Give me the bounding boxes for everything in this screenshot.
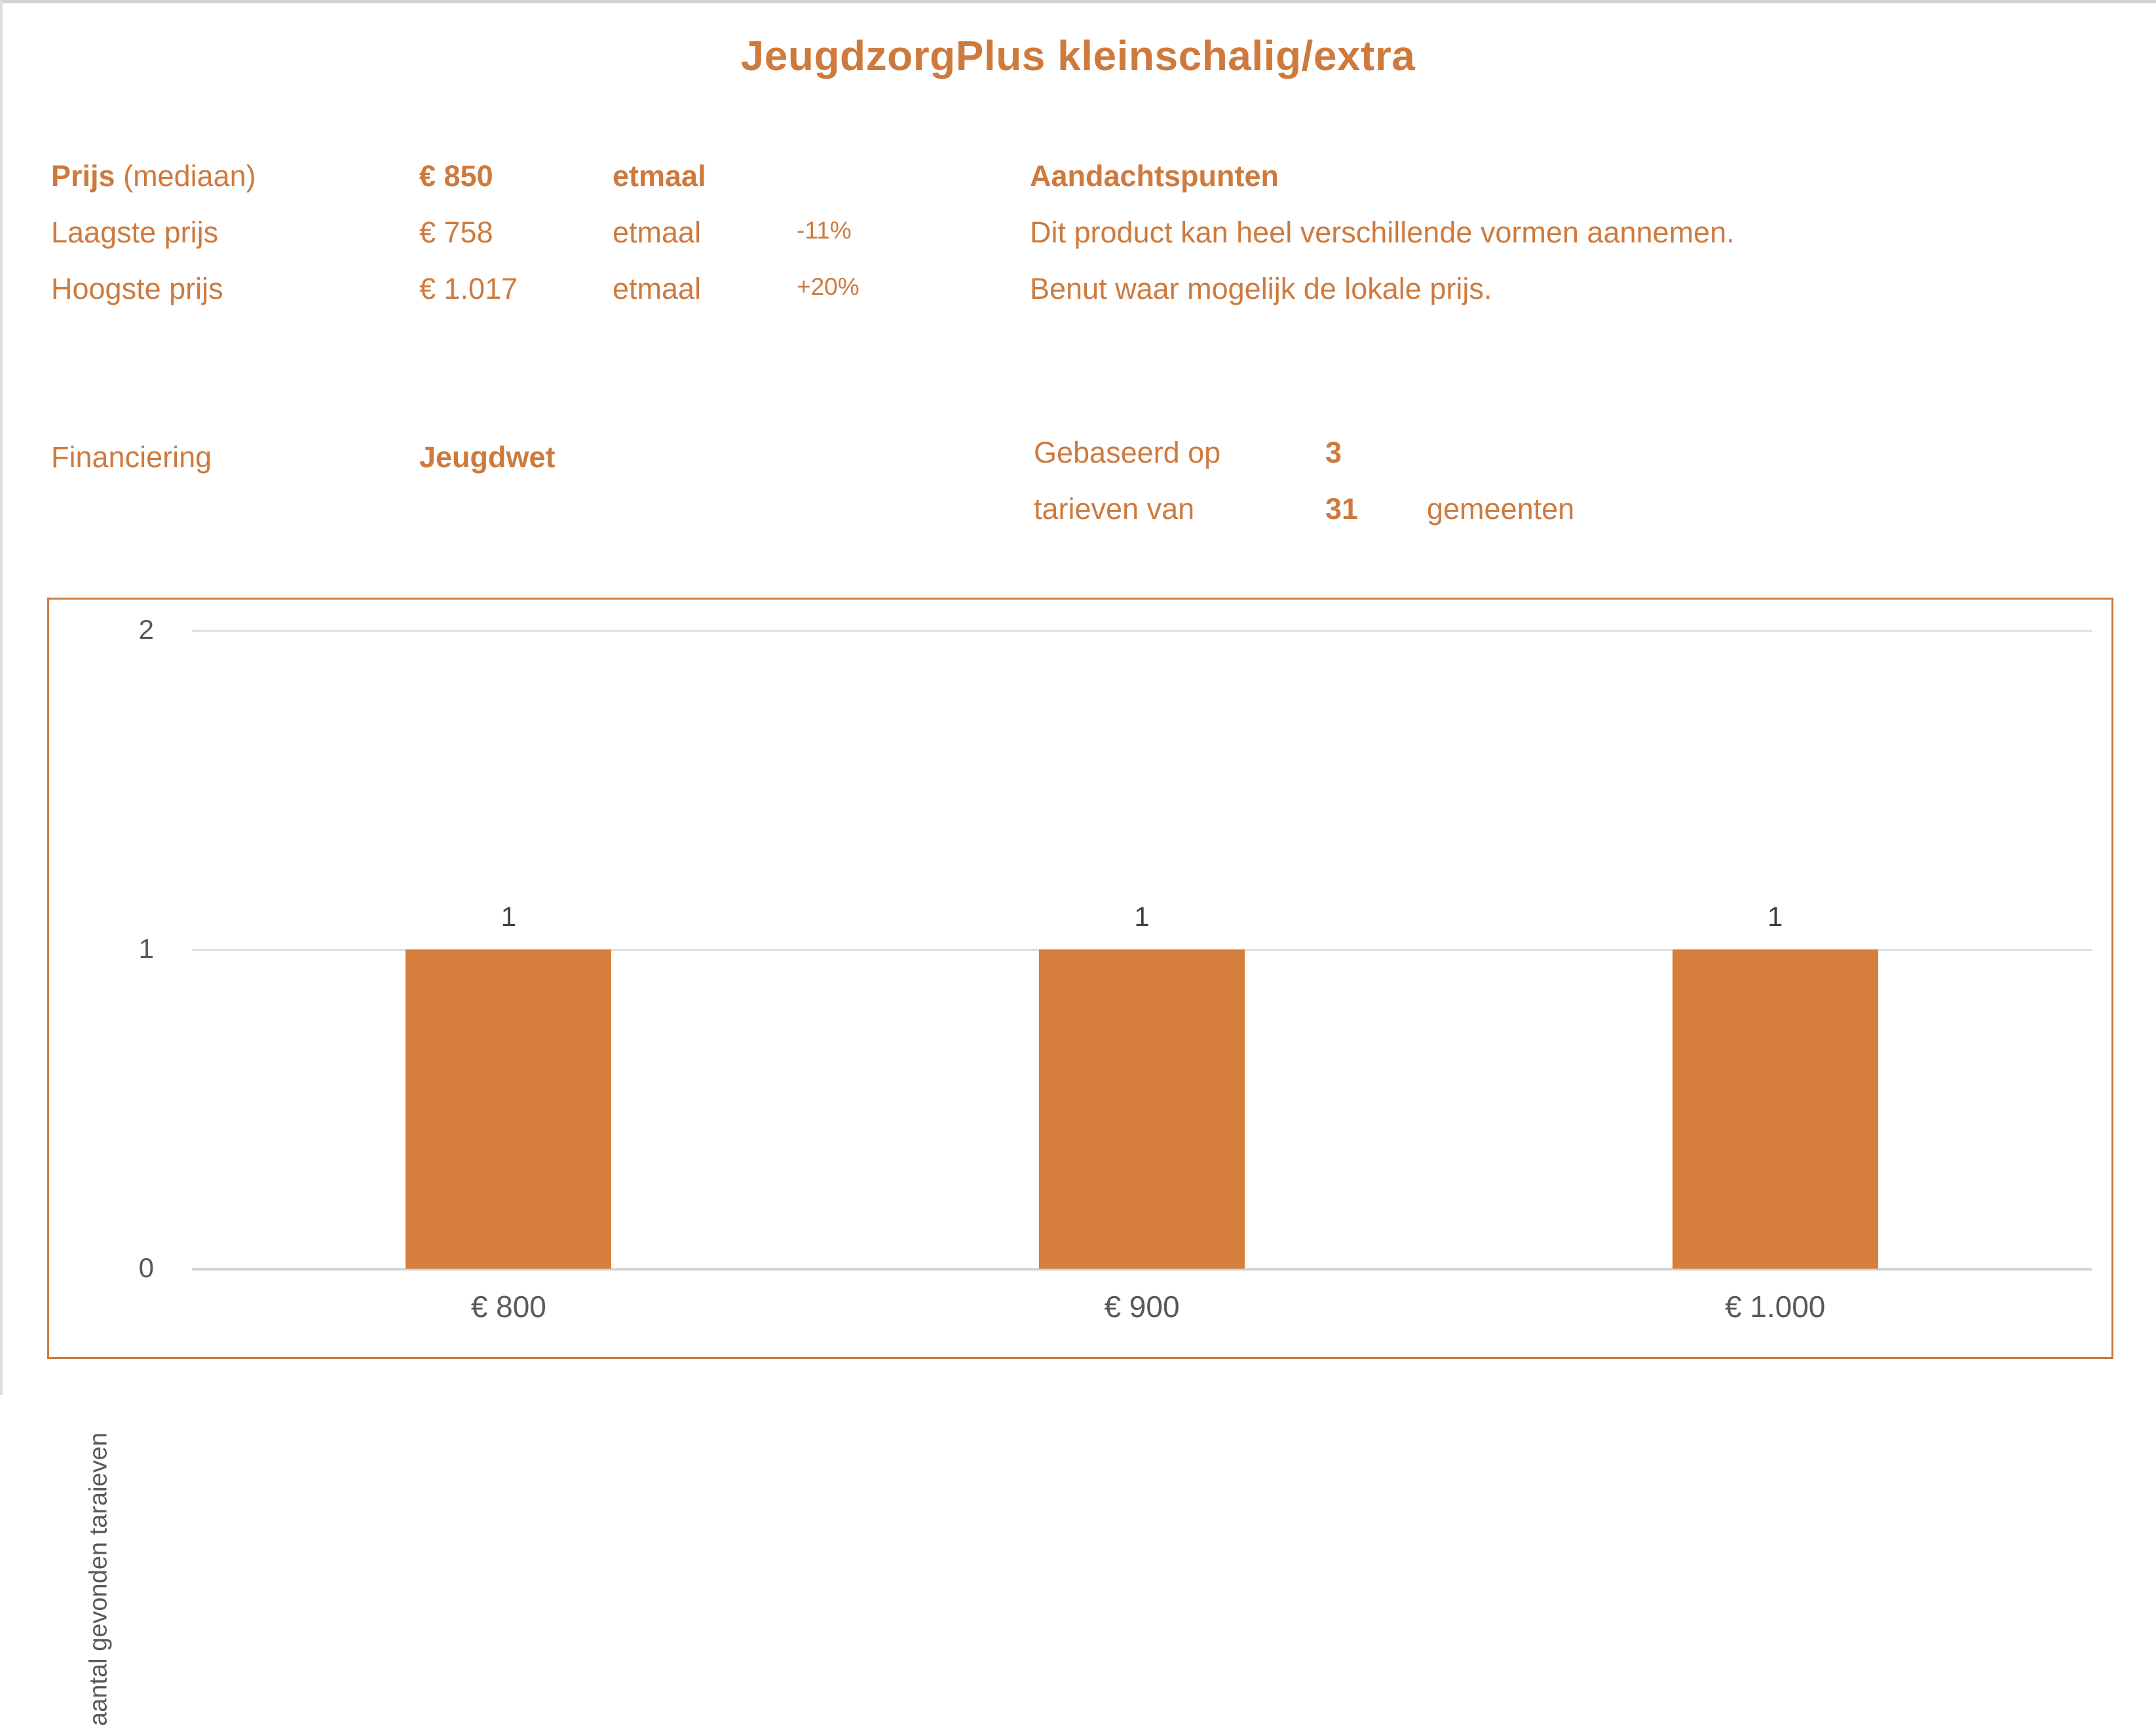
price-median-value: € 850 — [419, 159, 493, 193]
price-highest-delta: +20% — [797, 273, 860, 300]
bar — [1039, 949, 1245, 1269]
y-axis-title: aantal gevonden taraieven — [85, 1432, 113, 1726]
financiering-value: Jeugdwet — [419, 440, 556, 474]
price-highest-unit: etmaal — [613, 271, 702, 305]
price-median-label — [51, 161, 419, 191]
y-tick-label: 1 — [138, 933, 154, 964]
aandachtspunten-heading: Aandachtspunten — [1030, 159, 1279, 193]
aandachtspunten-block — [1030, 161, 1735, 330]
bar-value-label: 1 — [1134, 901, 1150, 932]
window-top-edge — [0, 0, 2156, 3]
bar — [406, 949, 611, 1269]
basis-gemeenten-count: 31 — [1325, 491, 1359, 526]
price-median-unit: etmaal — [613, 159, 706, 193]
price-highest-value: € 1.017 — [419, 271, 518, 305]
bar-value-label: 1 — [501, 901, 516, 932]
price-median-label-note: (mediaan) — [123, 159, 256, 193]
x-category-label: € 800 — [470, 1290, 546, 1324]
basis-info — [1034, 438, 1574, 524]
price-lowest-delta: -11% — [797, 216, 852, 244]
basis-line1-prefix: Gebaseerd op — [1034, 436, 1221, 469]
page-title: JeugdzorgPlus kleinschalig/extra — [740, 32, 1416, 79]
bar — [1673, 949, 1878, 1269]
basis-line2-prefix: tarieven van — [1034, 491, 1195, 526]
price-median-label-bold: Prijs — [51, 159, 115, 193]
x-category-label: € 900 — [1104, 1290, 1180, 1324]
y-tick-label: 2 — [138, 614, 154, 645]
window-left-edge — [0, 0, 3, 1395]
financiering-label: Financiering — [51, 440, 212, 474]
bar-value-label: 1 — [1767, 901, 1783, 932]
y-tick-label: 0 — [138, 1252, 154, 1283]
chart — [47, 598, 2113, 1726]
aandachtspunten-line-1: Dit product kan heel verschillende vormen aannemen. — [1030, 215, 1735, 249]
price-lowest-unit: etmaal — [613, 215, 702, 249]
gridline — [192, 630, 2092, 632]
aandachtspunten-line-2: Benut waar mogelijk de lokale prijs. — [1030, 271, 1492, 305]
price-table — [51, 161, 860, 304]
financiering-row — [51, 440, 556, 474]
x-category-label: € 1.000 — [1724, 1290, 1826, 1324]
price-highest-label: Hoogste prijs — [51, 271, 223, 305]
price-lowest-label: Laagste prijs — [51, 215, 219, 249]
basis-tarieven-count: 3 — [1325, 436, 1342, 469]
basis-suffix: gemeenten — [1427, 491, 1575, 526]
price-lowest-value: € 758 — [419, 215, 493, 249]
